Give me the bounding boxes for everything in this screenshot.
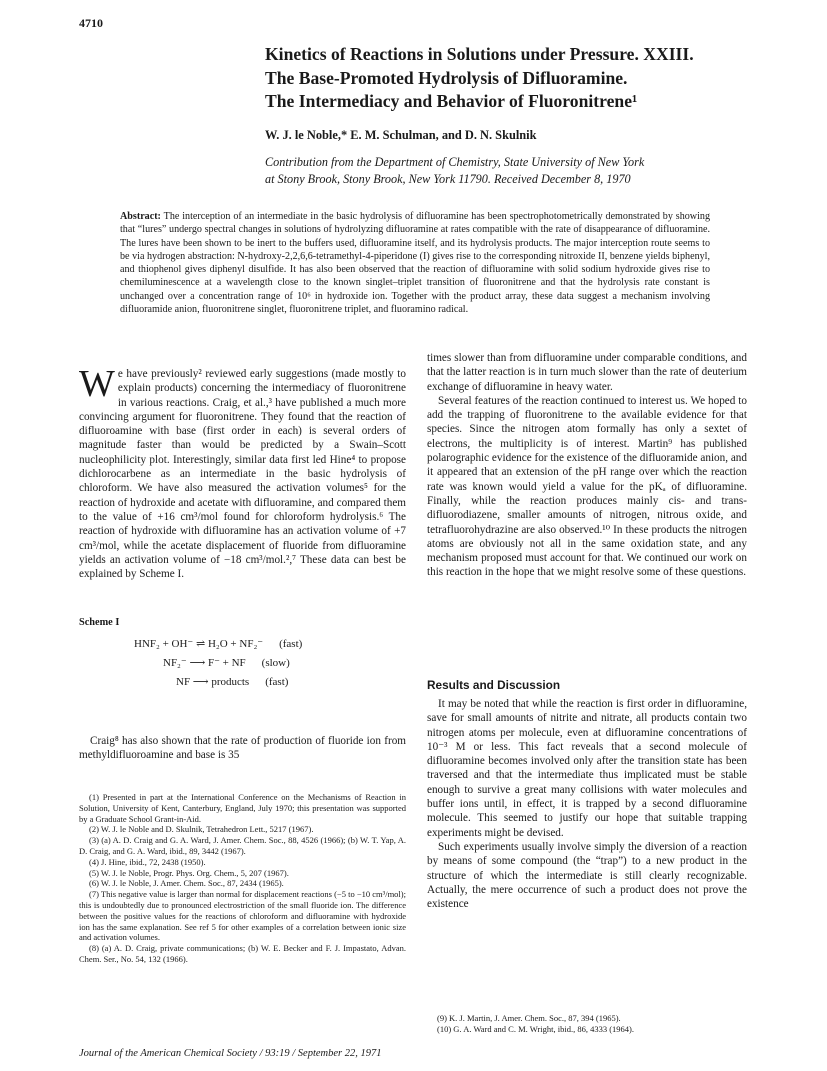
abstract-label: Abstract: [120,211,161,222]
footnote: (3) (a) A. D. Craig and G. A. Ward, J. Amer. Chem. Soc., 88, 4526 (1966); (b) W. T. Yap, A. D. Craig, and G. A. Ward, ibid., 89, 3442 (1967). [79,835,406,856]
footnote: (1) Presented in part at the International Conference on the Mechanisms of Reaction in Solution, University of Kent, Canterbury, England, July 1970; this presentation was supported by a Graduate School Grant-in-Aid. [79,792,406,824]
title-line-1: Kinetics of Reactions in Solutions under Pressure. XXIII. [265,44,694,64]
title-line-3: The Intermediacy and Behavior of Fluoronitrene¹ [265,91,638,111]
scheme-reaction: HNF₂ + OH⁻ ⇌ H₂O + NF₂⁻ [134,638,264,650]
left-column-intro [79,363,406,581]
paragraph: times slower than from difluoramine under comparable conditions, and that the latter reaction is in turn much slower than the rate of deuterium exchange of difluoramine in heavy water. [427,352,747,393]
scheme-step-1 [134,637,302,650]
scheme-step-2 [163,656,290,669]
paragraph: Craig⁸ has also shown that the rate of production of fluoride ion from methyldifluoroamine and base is 35 [79,735,406,762]
scheme-label: Scheme I [79,617,120,628]
right-column-results [427,697,747,911]
intro-text: e have previously² reviewed early suggestions (made mostly to explain products) concerning the intermediacy of fluoronitrene in various reactions. Craig, et al.,³ have published a much more convincing argument for fluoronitrene. They found that the reaction of difluoroamine with base (first order in each) is several orders of magnitude faster than would be predicted by a Swain–Scott nucleophilicity plot. Interestingly, similar data first led Hine⁴ to propose dichlorocarbene as an intermediate in the basic hydrolysis of chloroform. We have also measured the activation volumes⁵ for the reaction of hydroxide and acetate with difluoramine, and compared them to the value of +16 cm³/mol found for chloroform hydrolysis.⁶ The reaction of hydroxide with difluoramine has an activation volume of +7 cm³/mol, while the acetate displacement of fluoride from difluoramine yields an activation volume of −18 cm³/mol.²,⁷ These data can best be explained by Scheme I. [79,368,406,581]
intro-paragraph [79,363,406,581]
scheme-rate: (fast) [279,638,303,650]
scheme-reaction: NF ⟶ products [176,676,250,688]
scheme-step-3 [176,675,288,688]
left-column-continuation [79,734,406,763]
article-title [265,43,735,114]
scheme-rate: (slow) [261,657,290,669]
scheme-rate: (fast) [265,676,289,688]
drop-cap: W [79,363,115,405]
authors: W. J. le Noble,* E. M. Schulman, and D. N. Skulnik [265,128,537,142]
title-line-2: The Base-Promoted Hydrolysis of Difluoramine. [265,67,628,88]
footnotes-left [79,792,406,965]
paragraph: It may be noted that while the reaction is first order in difluoramine, save for small amounts of nitrite and nitrate, all products contain two nitrogen atoms per molecule, even at difluoramine concentrations of 10⁻³ M or less. This fact reveals that a second molecule of difluoramine becomes involved only after the transition state has been traversed and that the intermediate thus implicated must be stable enough to survive a great many collisions with water molecules and buffer ions until, in effect, it is trapped by a second difluoramine molecule. This seemed to justify our hope that suitable trapping experiments might be devised. [427,698,747,839]
footnote: (8) (a) A. D. Craig, private communications; (b) W. E. Becker and F. J. Impastato, Advan. Chem. Ser., No. 54, 132 (1966). [79,943,406,964]
affiliation [265,154,735,187]
footnote: (10) G. A. Ward and C. M. Wright, ibid., 86, 4333 (1964). [437,1023,634,1034]
footnotes-right [427,1013,747,1035]
abstract [120,210,710,316]
scheme-reaction: NF₂⁻ ⟶ F⁻ + NF [163,657,246,669]
footnote: (6) W. J. le Noble, J. Amer. Chem. Soc., 87, 2434 (1965). [89,878,284,889]
footnote: (9) K. J. Martin, J. Amer. Chem. Soc., 87, 394 (1965). [437,1013,621,1023]
affiliation-line-2: at Stony Brook, Stony Brook, New York 11790. Received December 8, 1970 [265,171,631,186]
paragraph: Such experiments usually involve simply the diversion of a reaction by means of some compound (the “trap”) to a new product in the structure of which the intermediate is still clearly recognizable. Actually, the mere occurrence of such a product does not prove the existence [427,840,747,911]
journal-footer: Journal of the American Chemical Society / 93:19 / September 22, 1971 [79,1048,382,1059]
footnote: (7) This negative value is larger than normal for displacement reactions (−5 to −10 cm³/mol); this is undoubtedly due to pronounced electrostriction of the small fluoride ion. The difference between the positive values for the reactions of chloroform and difluoramine with hydroxide ion has the same explanation. See ref 5 for other examples of a correlation between ionic size and activation volumes. [79,889,406,943]
footnote: (5) W. J. le Noble, Progr. Phys. Org. Chem., 5, 207 (1967). [89,867,289,878]
footnote: (2) W. J. le Noble and D. Skulnik, Tetrahedron Lett., 5217 (1967). [89,824,314,835]
footnote: (4) J. Hine, ibid., 72, 2438 (1950). [89,856,206,867]
right-column-top [427,351,747,580]
affiliation-line-1: Contribution from the Department of Chemistry, State University of New York [265,155,645,169]
section-heading: Results and Discussion [427,678,561,692]
page-number: 4710 [79,16,103,30]
abstract-text: The interception of an intermediate in the basic hydrolysis of difluoramine has been spectrophotometrically demonstrated by showing that “lures” undergo spectral changes in solutions of hydrolyzing difluoramine at rates compatible with the rate of disappearance of difluoramine. The lures have been shown to be inert to the buffers used, difluoramine itself, and its hydrolysis products. The major interception route seems to be via hydrogen abstraction: N-hydroxy-2,2,6,6-tetramethyl-4-piperidone (I) gives rise to the corresponding nitroxide II, benzene yields biphenyl, and thiophenol gives diphenyl disulfide. It has also been observed that the reaction of difluoramine with solid sodium hydroxide gives rise to chemiluminescence at a wavelength close to the known singlet–triplet transition of fluoronitrene and that the hydrolysis rate constant is unchanged over a concentration range of 10⁶ in hydroxide ion. Together with the product array, these data suggest a mechanism involving difluoramide anion, fluoronitrene singlet, fluoronitrene triplet, and fluoramino radical. [120,211,710,316]
paragraph: Several features of the reaction continued to interest us. We hoped to add the trapping of fluoronitrene to the available evidence for that species. Since the nitrogen atom formally has only a sextet of electrons, the multiplicity is of interest. Martin⁹ has published polarographic evidence for the existence of the difluoramide anion, and it appeared that an extension of the pH range over which the reaction rate was known would yield a value for the pKₐ of difluoramine. Finally, while the reaction produces mainly cis- and trans-difluorodiazene, smaller amounts of nitrogen, nitrous oxide, and tetrafluorohydrazine are also observed.¹⁰ In these products the nitrogen atoms are obviously not all in the same oxidation state, and any mechanism proposed must account for that. We continued our work on this reaction in the hope that we might resolve some of these questions. [427,394,747,579]
